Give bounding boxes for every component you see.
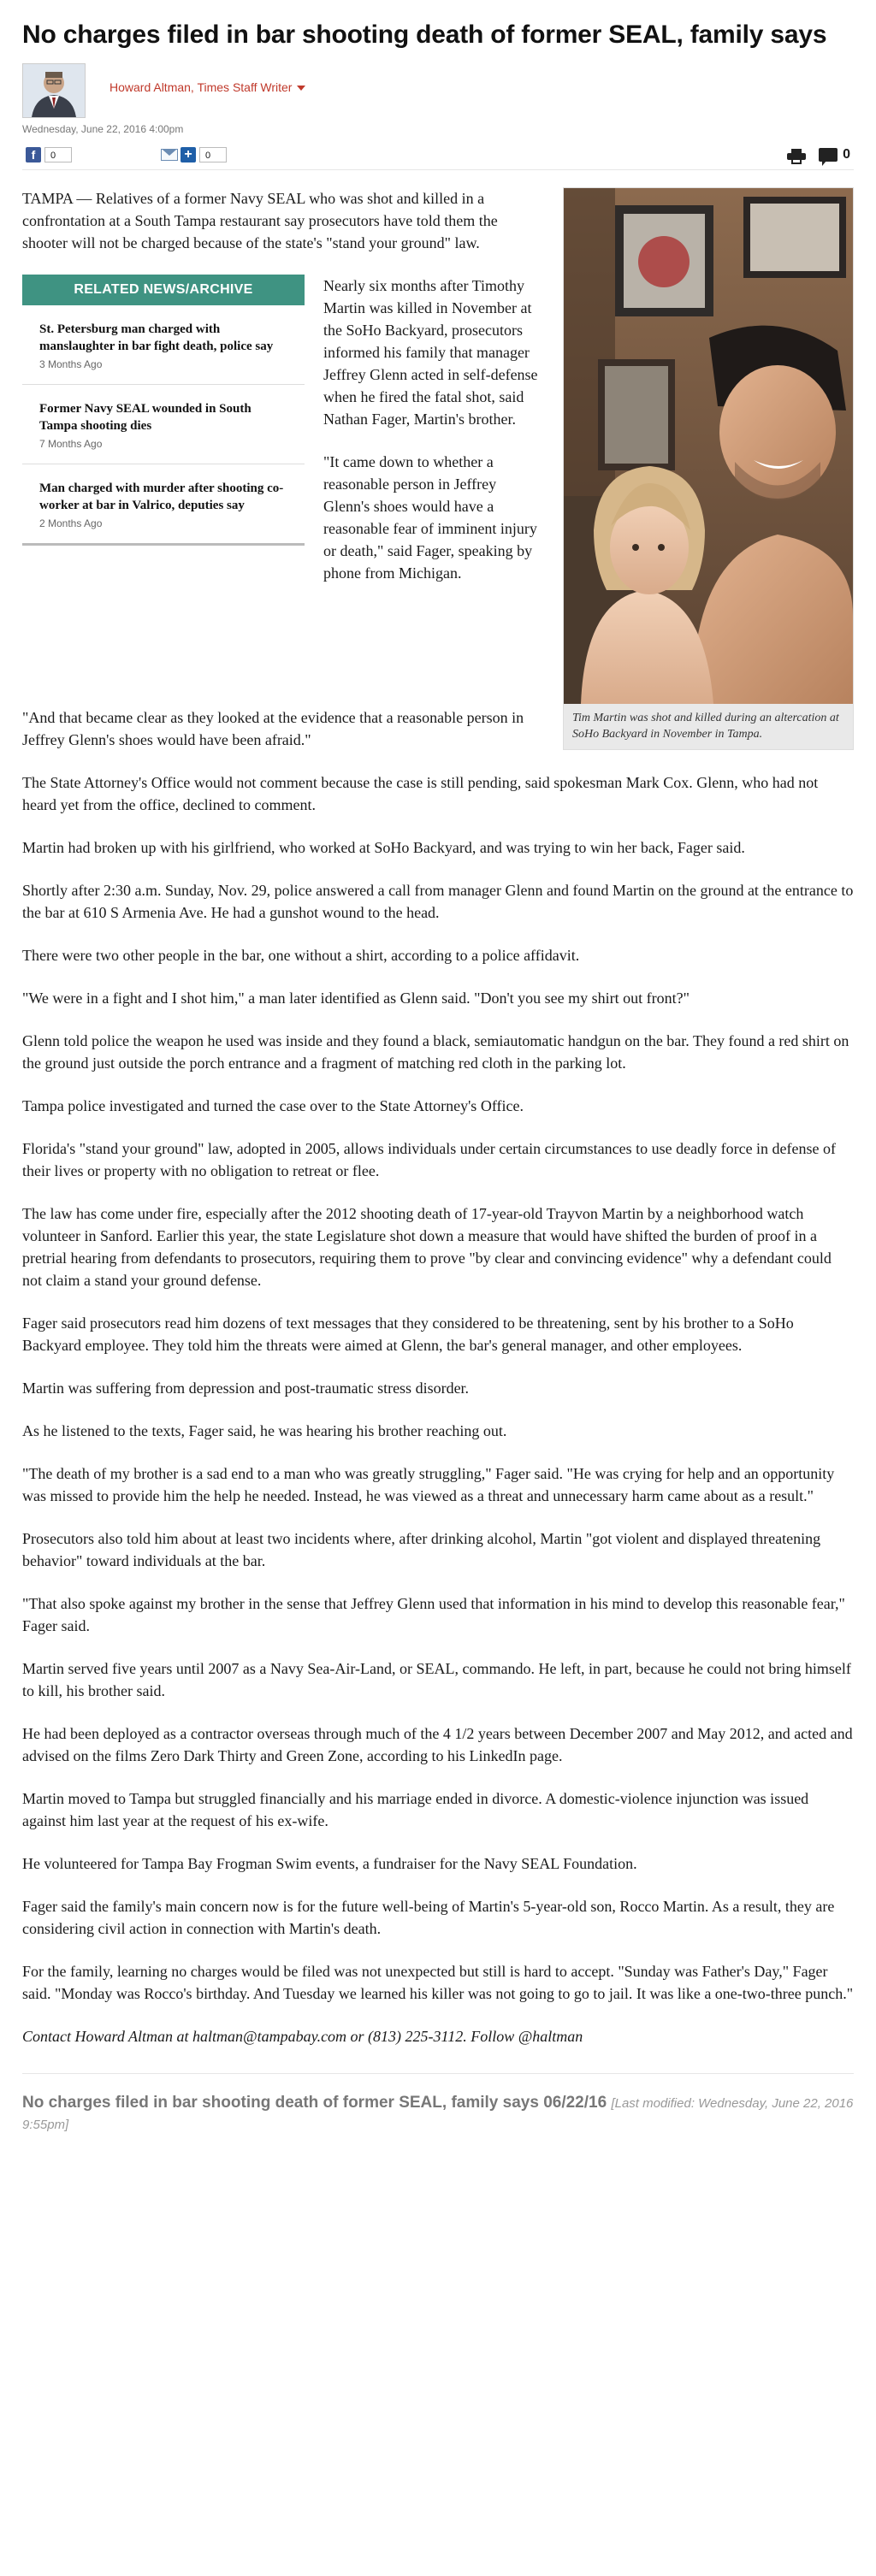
author-name[interactable]: Howard Altman, Times Staff Writer — [110, 80, 293, 94]
comments-link[interactable] — [819, 147, 850, 162]
related-item-age: 2 Months Ago — [39, 517, 103, 529]
related-news-heading: RELATED NEWS/ARCHIVE — [22, 275, 305, 305]
share-count: 0 — [199, 147, 227, 162]
photo-caption: Tim Martin was shot and killed during an altercation at SoHo Backyard in November in Tampa. — [572, 712, 839, 741]
footer-modified: [Last modified: Wednesday, June 22, 2016 9:55pm] — [22, 2096, 854, 2132]
body-paragraph: Nearly six months after Timothy Martin was killed in November at the SoHo Backyard, prosecutors informed his family that manager Jeffrey Glenn acted in self-defense when he fired the fatal shot, said Nathan Fager, Martin's brother. — [323, 277, 538, 428]
facebook-share[interactable] — [26, 147, 72, 162]
body-paragraph: "We were in a fight and I shot him," a man later identified as Glenn said. "Don't you see my shirt out front?" — [22, 990, 690, 1007]
print-icon[interactable] — [787, 149, 806, 164]
related-item-age: 7 Months Ago — [39, 438, 103, 450]
body-paragraph: Prosecutors also told him about at least two incidents where, after drinking alcohol, Martin "got violent and displayed threatening behavior" toward individuals at the bar. — [22, 1530, 821, 1569]
related-item-title[interactable]: Former Navy SEAL wounded in South Tampa shooting dies — [39, 402, 252, 433]
mail-icon[interactable] — [161, 149, 178, 161]
author-link[interactable] — [110, 80, 305, 94]
related-item[interactable] — [22, 385, 305, 464]
headline: No charges filed in bar shooting death of former SEAL, family says — [22, 21, 827, 49]
related-item-title[interactable]: Man charged with murder after shooting co-worker at bar in Valrico, deputies say — [39, 482, 284, 512]
body-paragraph: "The death of my brother is a sad end to a man who was greatly struggling," Fager said. "He was crying for help and an opportunity was missed to provide him the help he needed. Instead, he was viewed as a threat and unnecessary harm came about as a result." — [22, 1465, 835, 1504]
footer-date: 06/22/16 — [543, 2094, 607, 2112]
body-paragraph: Tampa police investigated and turned the case over to the State Attorney's Office. — [22, 1097, 524, 1114]
body-paragraph: Glenn told police the weapon he used was inside and they found a black, semiautomatic handgun on the bar. They found a red shirt on the ground just outside the porch entrance and a fragment of matching red cloth in the parking lot. — [22, 1032, 849, 1072]
byline — [22, 63, 854, 120]
article-top-section — [22, 275, 854, 706]
publish-date: Wednesday, June 22, 2016 4:00pm — [22, 123, 184, 135]
body-paragraph: Shortly after 2:30 a.m. Sunday, Nov. 29, police answered a call from manager Glenn and found Martin on the ground at the entrance to the bar at 610 S Armenia Ave. He had a gunshot wound to the head. — [22, 882, 854, 921]
body-paragraph: The law has come under fire, especially after the 2012 shooting death of 17-year-old Trayvon Martin by a neighborhood watch volunteer in Sanford. Earlier this year, the state Legislature shot down a measure that would have shifted the burden of proof in a pretrial hearing from defendants to prosecutors, requiring them to prove "by clear and convincing evidence" why a defendant could not claim a stand your ground defense. — [22, 1205, 832, 1289]
paragraph-list — [22, 771, 854, 2005]
related-item[interactable] — [22, 305, 305, 385]
contact-line: Contact Howard Altman at haltman@tampabay.com or (813) 225-3112. Follow @haltman — [22, 2028, 583, 2045]
related-item-title[interactable]: St. Petersburg man charged with manslaughter in bar fight death, police say — [39, 322, 274, 353]
footer-title: No charges filed in bar shooting death of former SEAL, family says — [22, 2094, 539, 2112]
article-body — [22, 187, 854, 2136]
chevron-down-icon[interactable] — [297, 86, 305, 91]
body-paragraph: As he listened to the texts, Fager said, he was hearing his brother reaching out. — [22, 1422, 507, 1439]
body-paragraph: Florida's "stand your ground" law, adopted in 2005, allows individuals under certain circumstances to use deadly force in defense of their lives or property with no obligation to retreat or flee. — [22, 1140, 837, 1179]
author-photo-icon — [23, 64, 85, 117]
body-paragraph: Fager said the family's main concern now is for the future well-being of Martin's 5-year-old son, Rocco Martin. As a result, they are considering civil action in connection with Martin's death. — [22, 1898, 835, 1937]
body-paragraph: Fager said prosecutors read him dozens of text messages that they considered to be threatening, sent by his brother to a SoHo Backyard employee. They told him the threats were aimed at Glenn, the bar's general manager, and other employees. — [22, 1315, 794, 1354]
related-item-age: 3 Months Ago — [39, 358, 103, 370]
body-paragraph: The State Attorney's Office would not comment because the case is still pending, said spokesman Mark Cox. Glenn, who had not heard yet from the office, declined to comment. — [22, 774, 819, 813]
author-avatar — [22, 63, 86, 118]
email-share[interactable] — [161, 147, 227, 162]
article-page — [22, 0, 854, 2136]
article-footer — [22, 2073, 854, 2136]
comment-count[interactable]: 0 — [843, 147, 850, 162]
body-paragraph: "It came down to whether a reasonable person in Jeffrey Glenn's shoes would have a reasonable fear of imminent injury or death," said Fager, speaking by phone from Michigan. — [323, 453, 537, 582]
body-paragraph: Martin was suffering from depression and post-traumatic stress disorder. — [22, 1380, 470, 1397]
body-paragraph: Martin moved to Tampa but struggled financially and his marriage ended in divorce. A domestic-violence injunction was issued against him last year at the request of his ex-wife. — [22, 1790, 809, 1829]
article-column — [323, 275, 542, 584]
related-item[interactable] — [22, 464, 305, 546]
body-paragraph: Martin had broken up with his girlfriend, who worked at SoHo Backyard, and was trying to win her back, Fager said. — [22, 839, 745, 856]
body-paragraph: There were two other people in the bar, one without a shirt, according to a police affidavit. — [22, 947, 580, 964]
body-paragraph: He had been deployed as a contractor overseas through much of the 4 1/2 years between December 2007 and May 2012, and acted and advised on the films Zero Dark Thirty and Green Zone, according to his LinkedIn page. — [22, 1725, 853, 1764]
share-bar — [22, 144, 854, 170]
body-paragraph: "And that became clear as they looked at the evidence that a reasonable person in Jeffrey Glenn's shoes would have been afraid." — [22, 709, 524, 748]
body-paragraph: "That also spoke against my brother in the sense that Jeffrey Glenn used that information in his mind to develop this reasonable fear," Fager said. — [22, 1595, 845, 1634]
lede-paragraph: TAMPA — Relatives of a former Navy SEAL who was shot and killed in a confrontation at a South Tampa restaurant say prosecutors have told them the shooter will not be charged because of the state's "stand your ground" law. — [22, 190, 498, 251]
body-paragraph: For the family, learning no charges would be filed was not unexpected but still is hard to accept. "Sunday was Father's Day," Fager said. "Monday was Rocco's birthday. And Tuesday we learned his killer was not going to go to jail. It was like a one-two-three punch." — [22, 1963, 854, 2002]
comment-icon[interactable] — [819, 148, 838, 162]
plus-share-icon[interactable]: + — [181, 147, 196, 162]
body-paragraph: Martin served five years until 2007 as a Navy Sea-Air-Land, or SEAL, commando. He left, in part, because he could not bring himself to kill, his brother said. — [22, 1660, 851, 1699]
article-continuation — [22, 706, 854, 2136]
facebook-icon[interactable]: f — [26, 147, 41, 162]
facebook-count: 0 — [44, 147, 72, 162]
body-paragraph: He volunteered for Tampa Bay Frogman Swim events, a fundraiser for the Navy SEAL Foundation. — [22, 1855, 637, 1872]
related-news-sidebar — [22, 275, 305, 546]
